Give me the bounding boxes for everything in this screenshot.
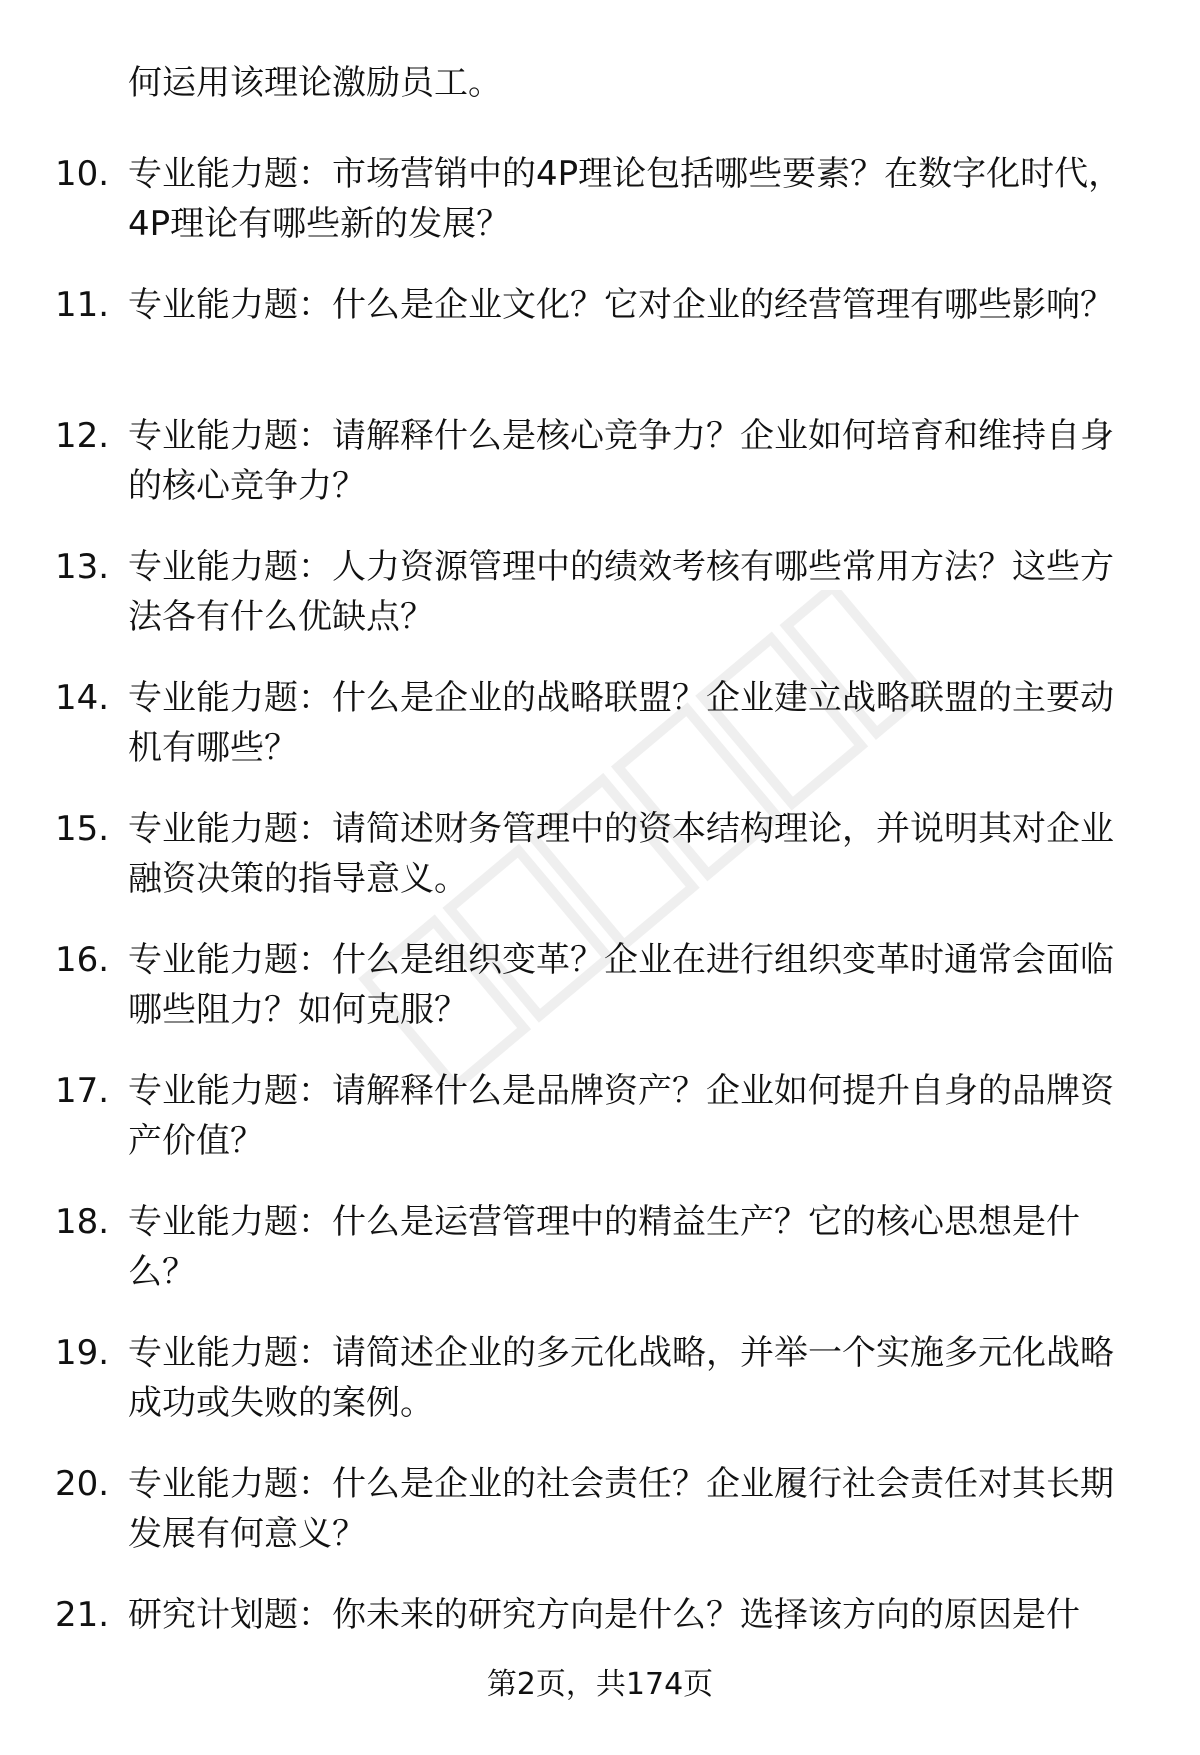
question-number: 11. — [55, 285, 110, 325]
question-number: 12. — [55, 416, 110, 456]
question-number: 19. — [55, 1333, 110, 1373]
question-number: 15. — [55, 809, 110, 849]
question-item — [0, 1449, 1200, 1580]
question-number: 20. — [55, 1464, 110, 1504]
question-number: 17. — [55, 1071, 110, 1111]
question-item — [0, 532, 1200, 663]
question-item — [0, 139, 1200, 270]
question-number: 10. — [55, 154, 110, 194]
question-text: 专业能力题：市场营销中的4P理论包括哪些要素？在数字化时代，4P理论有哪些新的发展？ — [128, 154, 1123, 244]
question-item — [0, 401, 1200, 532]
question-text: 专业能力题：什么是组织变革？企业在进行组织变革时通常会面临哪些阻力？如何克服？ — [128, 940, 1114, 1030]
question-text: 研究计划题：你未来的研究方向是什么？选择该方向的原因是什 — [128, 1595, 1080, 1635]
continuation-text: 何运用该理论激励员工。 — [128, 63, 502, 103]
question-item — [0, 1056, 1200, 1187]
question-list — [0, 139, 1200, 1711]
question-item — [0, 794, 1200, 925]
question-text: 专业能力题：人力资源管理中的绩效考核有哪些常用方法？这些方法各有什么优缺点？ — [128, 547, 1114, 637]
question-text: 专业能力题：请简述财务管理中的资本结构理论，并说明其对企业融资决策的指导意义。 — [128, 809, 1114, 899]
question-item — [0, 663, 1200, 794]
question-number: 14. — [55, 678, 110, 718]
question-number: 16. — [55, 940, 110, 980]
question-text: 专业能力题：请解释什么是核心竞争力？企业如何培育和维持自身的核心竞争力？ — [128, 416, 1114, 506]
question-text: 专业能力题：什么是企业的社会责任？企业履行社会责任对其长期发展有何意义？ — [128, 1464, 1114, 1554]
question-text: 专业能力题：什么是运营管理中的精益生产？它的核心思想是什么？ — [128, 1202, 1080, 1292]
question-text: 专业能力题：什么是企业的战略联盟？企业建立战略联盟的主要动机有哪些？ — [128, 678, 1114, 768]
question-text: 专业能力题：请解释什么是品牌资产？企业如何提升自身的品牌资产价值？ — [128, 1071, 1114, 1161]
question-item — [0, 270, 1200, 401]
question-item — [0, 925, 1200, 1056]
question-item — [0, 1318, 1200, 1449]
question-number: 18. — [55, 1202, 110, 1242]
question-text: 专业能力题：什么是企业文化？它对企业的经营管理有哪些影响？ — [128, 285, 1114, 325]
question-text: 专业能力题：请简述企业的多元化战略，并举一个实施多元化战略成功或失败的案例。 — [128, 1333, 1114, 1423]
question-number: 21. — [55, 1595, 110, 1635]
question-number: 13. — [55, 547, 110, 587]
question-item — [0, 1187, 1200, 1318]
page-footer: 第2页，共174页 — [486, 1667, 714, 1702]
